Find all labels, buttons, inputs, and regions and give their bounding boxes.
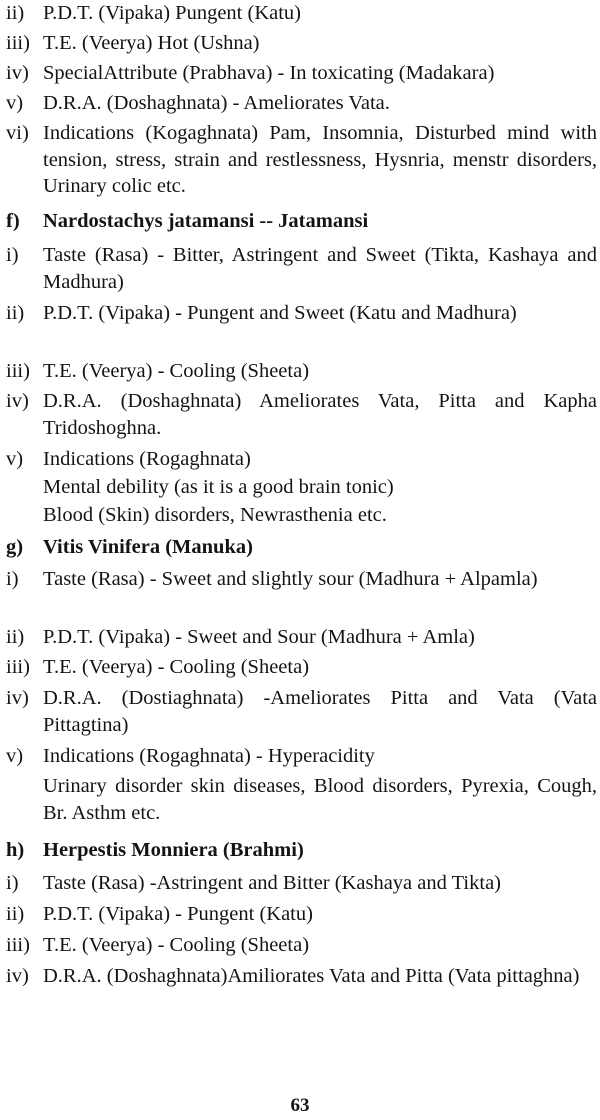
item-number: v) xyxy=(6,745,24,767)
item-text: Taste (Rasa) - Bitter, Astringent and Sweet (Tikta, Kashaya and Madhura) xyxy=(43,244,597,293)
item-text: Taste (Rasa) - Sweet and slightly sour (Madhura + Alpamla) xyxy=(43,568,538,590)
item-number: iii) xyxy=(6,934,30,956)
section-letter: f) xyxy=(6,210,20,232)
item-text: D.R.A. (Dostiaghnata) -Ameliorates Pitta and Vata (Vata Pittagtina) xyxy=(43,687,597,736)
section-title: Vitis Vinifera (Manuka) xyxy=(43,536,253,558)
item-number: ii) xyxy=(6,2,25,24)
item-text: T.E. (Veerya) - Cooling (Sheeta) xyxy=(43,360,310,382)
item-text: P.D.T. (Vipaka) - Pungent and Sweet (Katu and Madhura) xyxy=(43,302,517,324)
item-number: ii) xyxy=(6,903,25,925)
section-letter: h) xyxy=(6,839,25,861)
item-text: D.R.A. (Doshaghnata)Amiliorates Vata and Pitta (Vata pittaghna) xyxy=(43,965,580,987)
item-number: iii) xyxy=(6,656,30,678)
item-text: SpecialAttribute (Prabhava) - In toxicating (Madakara) xyxy=(43,62,495,84)
page-number: 63 xyxy=(290,1095,310,1116)
item-text: Urinary disorder skin diseases, Blood disorders, Pyrexia, Cough, Br. Asthm etc. xyxy=(43,775,597,824)
item-number: vi) xyxy=(6,122,29,144)
item-number: iv) xyxy=(6,965,29,987)
item-number: iii) xyxy=(6,32,30,54)
item-number: iii) xyxy=(6,360,30,382)
item-text: Indications (Rogaghnata) - Hyperacidity xyxy=(43,745,375,767)
item-text: Indications (Kogaghnata) Pam, Insomnia, Disturbed mind with tension, stress, strain and restlessness, Hysnria, menstr disorders, Urinary colic etc. xyxy=(43,122,597,197)
item-number: i) xyxy=(6,872,19,894)
item-text: T.E. (Veerya) Hot (Ushna) xyxy=(43,32,260,54)
item-text: Taste (Rasa) -Astringent and Bitter (Kashaya and Tikta) xyxy=(43,872,501,894)
item-number: i) xyxy=(6,244,19,266)
section-title: Herpestis Monniera (Brahmi) xyxy=(43,839,304,861)
item-number: ii) xyxy=(6,302,25,324)
item-text: Mental debility (as it is a good brain tonic) xyxy=(43,476,394,498)
item-number: v) xyxy=(6,92,24,114)
item-number: iv) xyxy=(6,62,29,84)
section-letter: g) xyxy=(6,536,24,558)
item-text: D.R.A. (Doshaghnata) Ameliorates Vata, Pitta and Kapha Tridoshoghna. xyxy=(43,390,597,439)
item-number: iv) xyxy=(6,390,29,412)
item-number: ii) xyxy=(6,626,25,648)
item-number: iv) xyxy=(6,687,29,709)
item-text: P.D.T. (Vipaka) Pungent (Katu) xyxy=(43,2,302,24)
section-title: Nardostachys jatamansi -- Jatamansi xyxy=(43,210,369,232)
item-number: v) xyxy=(6,448,24,470)
item-text: P.D.T. (Vipaka) - Pungent (Katu) xyxy=(43,903,313,925)
item-text: P.D.T. (Vipaka) - Sweet and Sour (Madhura + Amla) xyxy=(43,626,475,648)
item-text: T.E. (Veerya) - Cooling (Sheeta) xyxy=(43,656,310,678)
item-text: T.E. (Veerya) - Cooling (Sheeta) xyxy=(43,934,310,956)
item-text: Indications (Rogaghnata) xyxy=(43,448,251,470)
item-text: D.R.A. (Doshaghnata) - Ameliorates Vata. xyxy=(43,92,390,114)
item-number: i) xyxy=(6,568,19,590)
item-text: Blood (Skin) disorders, Newrasthenia etc. xyxy=(43,504,387,526)
